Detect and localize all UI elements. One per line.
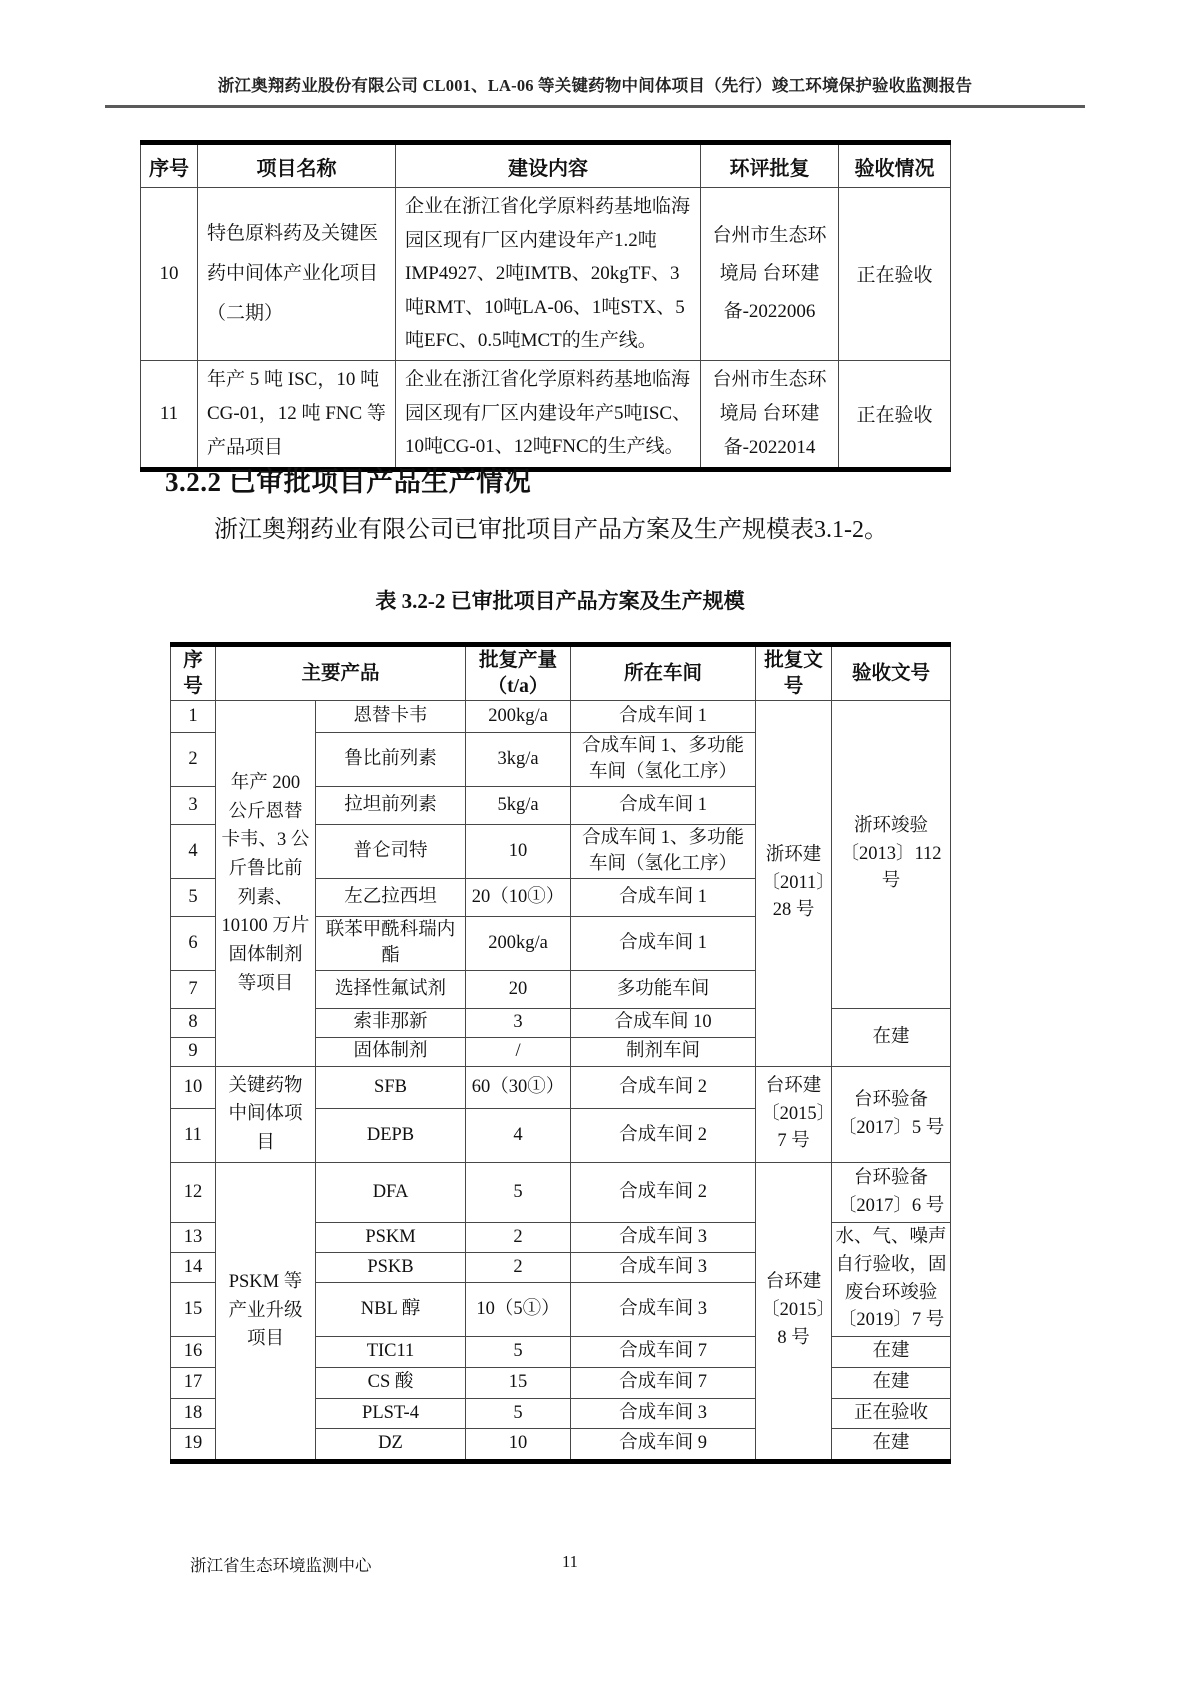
- col-header-construction: 建设内容: [396, 143, 701, 188]
- cell-seq: 17: [171, 1367, 216, 1398]
- cell-acceptance-doc: 正在验收: [832, 1398, 951, 1429]
- cell-qty: 200kg/a: [466, 917, 571, 971]
- table-title: 表 3.2-2 已审批项目产品方案及生产规模: [375, 589, 745, 613]
- cell-acceptance-doc: 浙环竣验〔2013〕112 号: [832, 701, 951, 1009]
- cell-eia-approval: 台州市生态环境局 台环建备-2022014: [701, 360, 839, 469]
- cell-seq: 9: [171, 1038, 216, 1067]
- col-header-eia-approval: 环评批复: [701, 143, 839, 188]
- cell-product: DZ: [316, 1429, 466, 1462]
- cell-eia-approval: 台州市生态环境局 台环建备-2022006: [701, 188, 839, 361]
- cell-product: CS 酸: [316, 1367, 466, 1398]
- products-table: [170, 642, 951, 1464]
- cell-acceptance-doc: 台环验备〔2017〕6 号: [832, 1163, 951, 1223]
- table-row: [171, 1163, 951, 1223]
- cell-product: 左乙拉西坦: [316, 879, 466, 917]
- cell-workshop: 合成车间 1、多功能车间（氢化工序）: [571, 733, 756, 787]
- cell-workshop: 合成车间 3: [571, 1253, 756, 1283]
- cell-workshop: 合成车间 2: [571, 1163, 756, 1223]
- cell-acceptance-status: 正在验收: [839, 188, 951, 361]
- cell-workshop: 合成车间 7: [571, 1367, 756, 1398]
- cell-product: PSKM: [316, 1223, 466, 1253]
- cell-product: 恩替卡韦: [316, 701, 466, 733]
- cell-workshop: 合成车间 3: [571, 1223, 756, 1253]
- table-row: [141, 188, 951, 361]
- projects-table: [140, 140, 951, 472]
- cell-seq: 3: [171, 787, 216, 825]
- cell-product: 索非那新: [316, 1009, 466, 1038]
- col-header-workshop: 所在车间: [571, 645, 756, 701]
- cell-product: TIC11: [316, 1337, 466, 1368]
- cell-acceptance-doc: 在建: [832, 1337, 951, 1368]
- cell-seq: 19: [171, 1429, 216, 1462]
- cell-product: 固体制剂: [316, 1038, 466, 1067]
- cell-seq: 8: [171, 1009, 216, 1038]
- cell-qty: 60（30①）: [466, 1067, 571, 1109]
- cell-qty: /: [466, 1038, 571, 1067]
- page-header-title: 浙江奥翔药业股份有限公司 CL001、LA-06 等关键药物中间体项目（先行）竣工环境保护验收监测报告: [105, 72, 1085, 108]
- cell-approval-doc: 台环建〔2015〕7 号: [756, 1067, 832, 1163]
- cell-product: DEPB: [316, 1109, 466, 1163]
- footer-org-name: 浙江省生态环境监测中心: [190, 1556, 372, 1575]
- cell-acceptance-doc: 水、气、噪声自行验收，固废台环竣验〔2019〕7 号: [832, 1223, 951, 1337]
- cell-construction: 企业在浙江省化学原料药基地临海园区现有厂区内建设年产1.2吨IMP4927、2吨IMTB、20kgTF、3吨RMT、10吨LA-06、1吨STX、5吨EFC、0.5吨MCT的生产线。: [396, 188, 701, 361]
- cell-qty: 3kg/a: [466, 733, 571, 787]
- cell-acceptance-status: 正在验收: [839, 360, 951, 469]
- col-header-project-name: 项目名称: [198, 143, 396, 188]
- cell-acceptance-doc: 台环验备〔2017〕5 号: [832, 1067, 951, 1163]
- cell-approval-doc: 浙环建〔2011〕28 号: [756, 701, 832, 1067]
- cell-project-group: PSKM 等产业升级项目: [216, 1163, 316, 1462]
- col-header-seq: 序号: [141, 143, 198, 188]
- cell-workshop: 合成车间 1: [571, 917, 756, 971]
- cell-product: 拉坦前列素: [316, 787, 466, 825]
- cell-product: 联苯甲酰科瑞内酯: [316, 917, 466, 971]
- cell-seq: 16: [171, 1337, 216, 1368]
- cell-qty: 5: [466, 1163, 571, 1223]
- cell-qty: 10: [466, 825, 571, 879]
- section-heading: 3.2.2 已审批项目产品生产情况: [165, 467, 532, 497]
- cell-seq: 11: [141, 360, 198, 469]
- cell-workshop: 合成车间 1: [571, 701, 756, 733]
- cell-approval-doc: 台环建〔2015〕8 号: [756, 1163, 832, 1462]
- cell-workshop: 合成车间 9: [571, 1429, 756, 1462]
- section-paragraph: 浙江奥翔药业有限公司已审批项目产品方案及生产规模表3.1-2。: [214, 517, 888, 543]
- cell-seq: 5: [171, 879, 216, 917]
- cell-seq: 10: [171, 1067, 216, 1109]
- col-header-approved-qty-line1: 批复产量: [479, 650, 558, 672]
- footer-page-number: 11: [562, 1552, 578, 1571]
- col-header-approved-qty: [466, 645, 571, 701]
- cell-workshop: 合成车间 10: [571, 1009, 756, 1038]
- cell-seq: 1: [171, 701, 216, 733]
- cell-qty: 3: [466, 1009, 571, 1038]
- cell-product: 普仑司特: [316, 825, 466, 879]
- cell-qty: 20: [466, 971, 571, 1009]
- cell-product: NBL 醇: [316, 1283, 466, 1337]
- cell-construction: 企业在浙江省化学原料药基地临海园区现有厂区内建设年产5吨ISC、10吨CG-01、12吨FNC的生产线。: [396, 360, 701, 469]
- cell-workshop: 合成车间 1、多功能车间（氢化工序）: [571, 825, 756, 879]
- cell-project-name: 特色原料药及关键医药中间体产业化项目（二期）: [198, 188, 396, 361]
- cell-qty: 5: [466, 1398, 571, 1429]
- cell-qty: 20（10①）: [466, 879, 571, 917]
- cell-workshop: 合成车间 2: [571, 1067, 756, 1109]
- cell-product: PSKB: [316, 1253, 466, 1283]
- cell-product: 选择性氟试剂: [316, 971, 466, 1009]
- col-header-acceptance-doc: 验收文号: [832, 645, 951, 701]
- cell-qty: 5kg/a: [466, 787, 571, 825]
- table-row: [141, 360, 951, 469]
- cell-workshop: 合成车间 2: [571, 1109, 756, 1163]
- table-row: [171, 1067, 951, 1109]
- cell-seq: 10: [141, 188, 198, 361]
- col-header-approved-qty-line2: （t/a）: [487, 675, 549, 697]
- cell-qty: 15: [466, 1367, 571, 1398]
- cell-product: DFA: [316, 1163, 466, 1223]
- cell-workshop: 合成车间 3: [571, 1283, 756, 1337]
- col-header-acceptance-status: 验收情况: [839, 143, 951, 188]
- cell-project-group: 关键药物中间体项目: [216, 1067, 316, 1163]
- col-header-main-product: 主要产品: [216, 645, 466, 701]
- cell-acceptance-doc: 在建: [832, 1009, 951, 1067]
- cell-qty: 5: [466, 1337, 571, 1368]
- cell-seq: 4: [171, 825, 216, 879]
- table-row: [171, 701, 951, 733]
- cell-qty: 2: [466, 1253, 571, 1283]
- col-header-seq: 序号: [171, 645, 216, 701]
- cell-seq: 7: [171, 971, 216, 1009]
- cell-workshop: 合成车间 7: [571, 1337, 756, 1368]
- cell-qty: 10（5①）: [466, 1283, 571, 1337]
- cell-workshop: 合成车间 1: [571, 879, 756, 917]
- cell-product: PLST-4: [316, 1398, 466, 1429]
- table-header-row: [141, 143, 951, 188]
- cell-qty: 10: [466, 1429, 571, 1462]
- cell-project-group: 年产 200 公斤恩替卡韦、3 公斤鲁比前列素、10100 万片固体制剂等项目: [216, 701, 316, 1067]
- cell-qty: 2: [466, 1223, 571, 1253]
- cell-seq: 12: [171, 1163, 216, 1223]
- cell-project-name: 年产 5 吨 ISC，10 吨 CG-01，12 吨 FNC 等产品项目: [198, 360, 396, 469]
- cell-acceptance-doc: 在建: [832, 1367, 951, 1398]
- cell-qty: 4: [466, 1109, 571, 1163]
- cell-workshop: 合成车间 3: [571, 1398, 756, 1429]
- cell-seq: 14: [171, 1253, 216, 1283]
- table-header-row: [171, 645, 951, 701]
- cell-qty: 200kg/a: [466, 701, 571, 733]
- cell-acceptance-doc: 在建: [832, 1429, 951, 1462]
- cell-seq: 6: [171, 917, 216, 971]
- cell-workshop: 制剂车间: [571, 1038, 756, 1067]
- cell-product: SFB: [316, 1067, 466, 1109]
- cell-workshop: 多功能车间: [571, 971, 756, 1009]
- cell-seq: 18: [171, 1398, 216, 1429]
- cell-workshop: 合成车间 1: [571, 787, 756, 825]
- cell-seq: 15: [171, 1283, 216, 1337]
- cell-product: 鲁比前列素: [316, 733, 466, 787]
- col-header-approval-doc: 批复文号: [756, 645, 832, 701]
- cell-seq: 11: [171, 1109, 216, 1163]
- cell-seq: 13: [171, 1223, 216, 1253]
- cell-seq: 2: [171, 733, 216, 787]
